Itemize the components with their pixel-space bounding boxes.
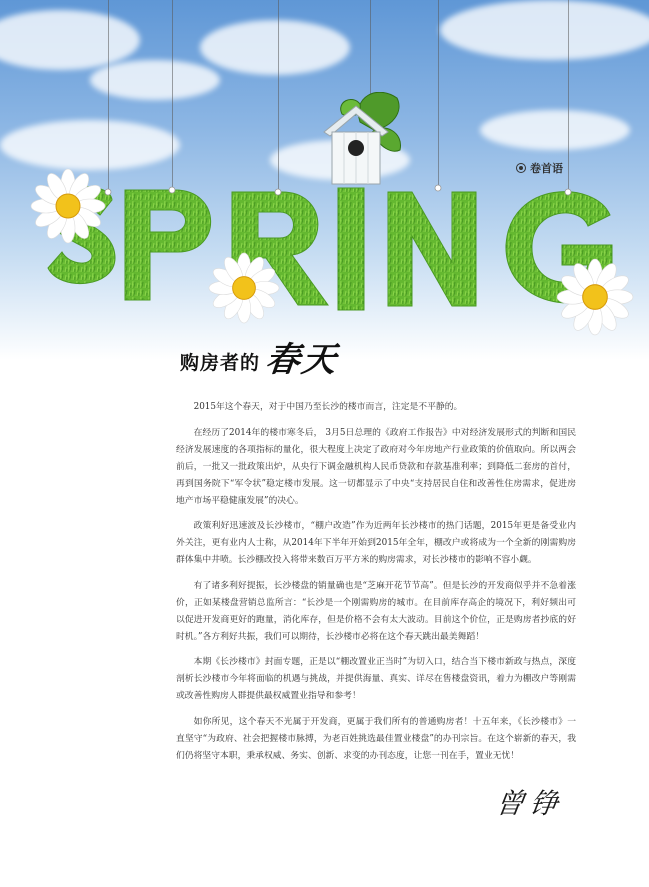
section-caption bbox=[516, 160, 563, 176]
article-paragraph: 政策利好迅速波及长沙楼市，“棚户改造”作为近两年长沙楼市的热门话题，2015年更是备受业内外关注，更有业内人士称，从2014年下半年开始到2015年全年，棚改户或将成为一个全新的刚需购房群体集中井喷。长沙棚改投入将带来数百万平方米的购房需求，对长沙楼市的影响不容小觑。 bbox=[176, 521, 576, 565]
letter-p bbox=[125, 190, 211, 300]
hero-spring-illustration bbox=[0, 0, 649, 360]
article-paragraph: 在经历了2014年的楼市寒冬后， 3月5日总理的《政府工作报告》中对经济发展形式的判断和国民经济发展速度的各项指标的量化，很大程度上决定了政府对今年房地产行业政策的价值取向。所以两会前后，一批又一批政策出炉，从央行下调金融机构人民币贷款和存款基准利率；到降低二套房的首付，再到国务院下“军令状”稳定楼市发展。这一切都显示了中央“支持居民自住和改善性住房需求，促进房地产市场平稳健康发展”的决心。 bbox=[176, 427, 576, 506]
article-paragraph: 如你所见，这个春天不光属于开发商，更属于我们所有的普通购房者！十五年来，《长沙楼市》一直坚守“为政府、社会把握楼市脉搏，为老百姓挑选最佳置业楼盘”的办刊宗旨。在这个崭新的春天，我们仍将坚守本职，秉承权威、务实、创新、求变的办刊态度，让您一刊在手，置业无忧！ bbox=[176, 716, 576, 761]
article-title-calligraphy: 春天 bbox=[263, 340, 340, 380]
birdhouse-illustration bbox=[322, 92, 402, 192]
section-caption-label: 卷首语 bbox=[530, 162, 563, 175]
article-body bbox=[176, 399, 576, 773]
daisy-flower-icon bbox=[208, 252, 280, 324]
letter-i bbox=[338, 188, 364, 310]
letter-n bbox=[388, 192, 476, 306]
article-paragraph: 本期《长沙楼市》封面专题，正是以“棚改置业正当时”为切入口，结合当下楼市新政与热点，深度剖析长沙楼市今年将面临的机遇与挑战，并提供海量、真实、详尽在售楼盘资讯，着力为棚改户等刚需或改善性购房人群提供最权威置业指导和参考！ bbox=[176, 657, 576, 701]
circle-dot-icon bbox=[516, 163, 526, 173]
article-title-plain: 购房者的 bbox=[180, 352, 261, 374]
daisy-flower-icon bbox=[30, 168, 106, 244]
article-title bbox=[180, 332, 338, 381]
author-signature: 曾铮 bbox=[493, 787, 567, 820]
daisy-flower-icon bbox=[556, 258, 634, 336]
article-paragraph: 2015年这个春天，对于中国乃至长沙的楼市而言，注定是不平静的。 bbox=[193, 402, 463, 412]
article-paragraph: 有了诸多利好提振，长沙楼盘的销量确也是“芝麻开花节节高”。但是长沙的开发商似乎并不急着涨价，正如某楼盘营销总监所言：“长沙是一个刚需购房的城市。在目前库存高企的境况下，利好频出可以促进开发商更好的跑量，消化库存，但是价格不会有太大波动。目前这个价位，正是购房者抄底的好时机。”各方利好共振，我们可以期待，长沙楼市必将在这个春天跳出最美舞蹈！ bbox=[176, 580, 576, 642]
